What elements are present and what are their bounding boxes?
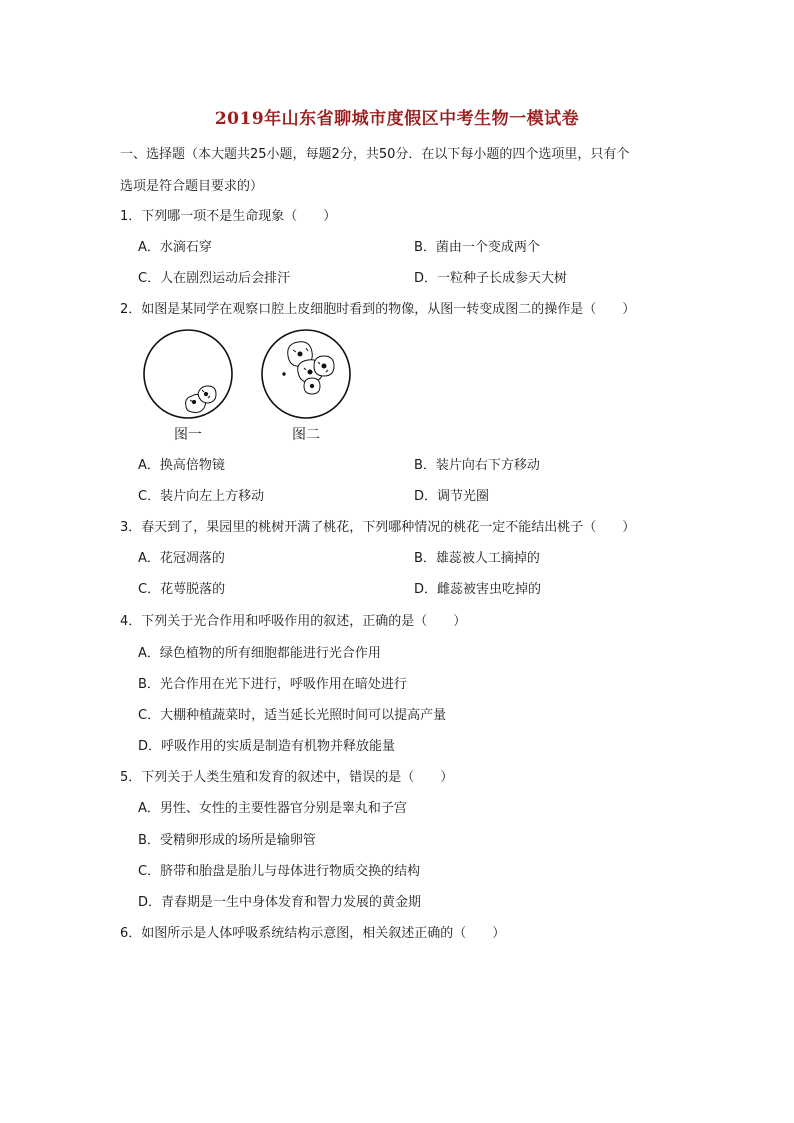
question-2-stem: 2．如图是某同学在观察口腔上皮细胞时看到的物像，从图一转变成图二的操作是（ ）: [120, 302, 636, 317]
microscope-figure: [138, 328, 368, 444]
question-5-option-a: A．男性、女性的主要性器官分别是睾丸和子宫: [138, 801, 407, 816]
question-4-option-b: B．光合作用在光下进行，呼吸作用在暗处进行: [138, 677, 407, 692]
question-5-stem: 5．下列关于人类生殖和发育的叙述中，错误的是（ ）: [120, 770, 454, 785]
question-3-option-d: D．雌蕊被害虫吃掉的: [414, 582, 542, 597]
question-5-option-c: C．脐带和胎盘是胎儿与母体进行物质交换的结构: [138, 864, 421, 879]
question-4-option-c: C．大棚种植蔬菜时，适当延长光照时间可以提高产量: [138, 708, 447, 723]
question-1-option-a: A．水滴石穿: [138, 240, 212, 255]
figure-caption-1: 图一: [174, 427, 202, 443]
question-3-stem: 3．春天到了，果园里的桃树开满了桃花，下列哪种情况的桃花一定不能结出桃子（ ）: [120, 520, 636, 535]
question-1-option-b: B．菌由一个变成两个: [414, 240, 540, 255]
question-1-option-c: C．人在剧烈运动后会排汗: [138, 271, 291, 286]
microscope-views-illustration: [138, 328, 368, 420]
question-4-stem: 4．下列关于光合作用和呼吸作用的叙述，正确的是（ ）: [120, 614, 467, 629]
question-1-stem: 1．下列哪一项不是生命现象（ ）: [120, 209, 337, 224]
question-2-option-a: A．换高倍物镜: [138, 458, 225, 473]
question-3-option-b: B．雄蕊被人工摘掉的: [414, 551, 540, 566]
question-4-option-d: D．呼吸作用的实质是制造有机物并释放能量: [138, 739, 396, 754]
question-4-option-a: A．绿色植物的所有细胞都能进行光合作用: [138, 646, 381, 661]
question-5-option-b: B．受精卵形成的场所是输卵管: [138, 833, 316, 848]
question-6-stem: 6．如图所示是人体呼吸系统结构示意图，相关叙述正确的（ ）: [120, 926, 506, 941]
section-heading-line2: 选项是符合题目要求的）: [120, 179, 264, 194]
question-5-option-d: D．青春期是一生中身体发育和智力发展的黄金期: [138, 895, 422, 910]
question-2-option-b: B．装片向右下方移动: [414, 458, 540, 473]
figure-caption-2: 图二: [292, 427, 320, 443]
section-heading-line1: 一、选择题（本大题共25小题，每题2分，共50分．在以下每小题的四个选项里，只有个: [120, 147, 630, 162]
question-2-option-d: D．调节光圈: [414, 489, 490, 504]
question-3-option-a: A．花冠凋落的: [138, 551, 225, 566]
exam-title: 2019年山东省聊城市度假区中考生物一模试卷: [214, 109, 580, 129]
question-1-option-d: D．一粒种子长成参天大树: [414, 271, 568, 286]
question-2-option-c: C．装片向左上方移动: [138, 489, 265, 504]
question-3-option-c: C．花萼脱落的: [138, 582, 226, 597]
